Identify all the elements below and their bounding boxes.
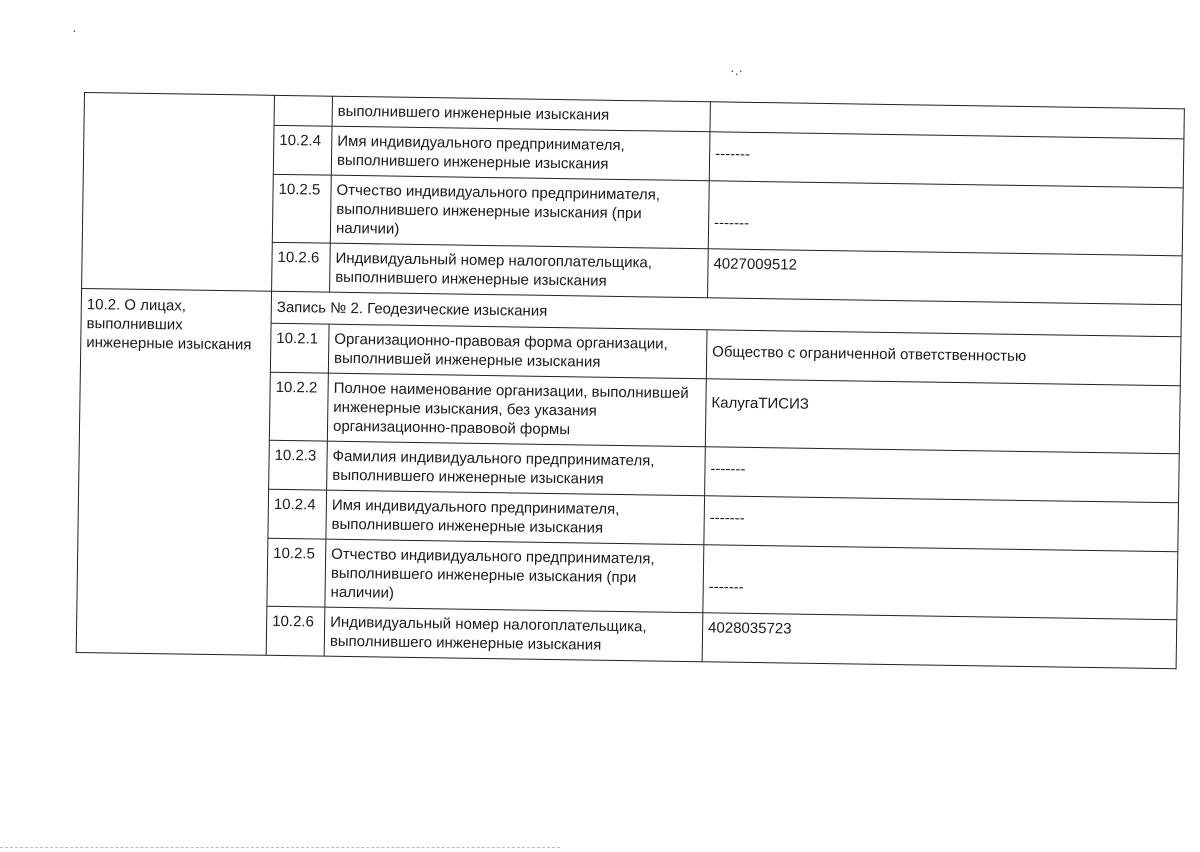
row-name: Отчество индивидуального предпринимателя, выполнившего инженерные изыскания (при наличии) [325, 539, 704, 613]
row-value: 4027009512 [708, 249, 1183, 305]
row-value: ------- [703, 545, 1178, 620]
document-sheet [76, 92, 1184, 669]
row-code: 10.2.1 [270, 323, 329, 373]
row-code: 10.2.6 [266, 606, 325, 656]
row-value: 4028035723 [702, 613, 1177, 669]
row-name: Фамилия индивидуального предпринимателя, выполнившего инженерные изыскания [327, 441, 706, 496]
row-name: Индивидуальный номер налогоплательщика, выполнившего инженерные изыскания [330, 243, 709, 298]
row-name: Имя индивидуального предпринимателя, выполнившего инженерные изыскания [326, 490, 705, 545]
row-code: 10.2.4 [268, 489, 327, 539]
row-name: Имя индивидуального предпринимателя, выполнившего инженерные изыскания [331, 126, 710, 181]
row-name: Индивидуальный номер налогоплательщика, выполнившего инженерные изыскания [324, 607, 703, 662]
row-value: Общество с ограниченной ответственностью [706, 330, 1181, 386]
row-code: 10.2.2 [269, 372, 328, 441]
row-value: ------- [709, 132, 1184, 188]
row-name: Полное наименование организации, выполнившей инженерные изыскания, без указания организационно-правовой формы [327, 373, 706, 447]
row-name: выполнившего инженерные изыскания [332, 96, 710, 132]
row-code [274, 95, 332, 126]
row-code: 10.2.5 [267, 538, 326, 607]
row-code: 10.2.5 [272, 174, 331, 243]
row-name: Организационно-правовая форма организации, выполнившей инженерные изыскания [328, 324, 707, 379]
row-value: ------- [705, 447, 1180, 503]
section-cell-empty [82, 93, 275, 292]
row-value: КалугаТИСИЗ [705, 379, 1180, 454]
row-value: ------- [708, 181, 1183, 256]
scan-speck: ·.· [730, 62, 744, 78]
row-code: 10.2.6 [272, 242, 331, 292]
scan-artifact-line [0, 844, 560, 848]
section-label: 10.2. О лицах, выполнивших инженерные изыскания [76, 288, 271, 655]
engineering-survey-table [76, 92, 1185, 669]
row-code: 10.2.3 [269, 440, 328, 490]
record-title: Запись № 2. Геодезические изыскания [271, 291, 1181, 336]
scan-speck: · [72, 22, 77, 38]
row-name: Отчество индивидуального предпринимателя, выполнившего инженерные изыскания (при наличии) [330, 175, 709, 249]
row-value: ------- [704, 496, 1179, 552]
row-code: 10.2.4 [273, 125, 332, 175]
